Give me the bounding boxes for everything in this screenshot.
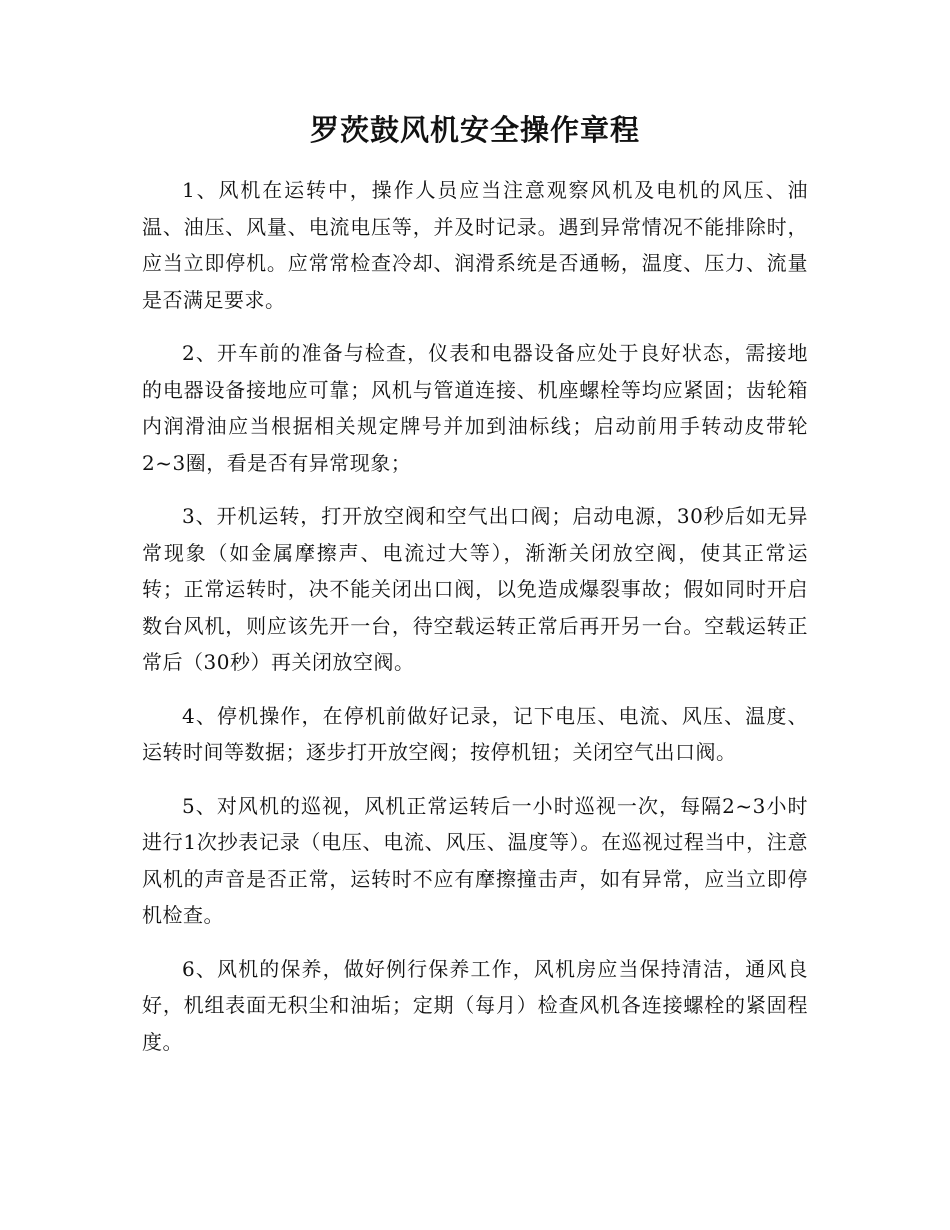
paragraph-6: 6、风机的保养，做好例行保养工作，风机房应当保持清洁，通风良好，机组表面无积尘和油垢；定期（每月）检查风机各连接螺栓的紧固程度。 bbox=[142, 956, 808, 1054]
paragraph-5: 5、对风机的巡视，风机正常运转后一小时巡视一次，每隔2~3小时进行1次抄表记录（电压、电流、风压、温度等）。在巡视过程当中，注意风机的声音是否正常，运转时不应有摩擦撞击声，如有异常，应当立即停机检查。 bbox=[142, 793, 808, 927]
paragraph-1: 1、风机在运转中，操作人员应当注意观察风机及电机的风压、油温、油压、风量、电流电压等，并及时记录。遇到异常情况不能排除时，应当立即停机。应常常检查冷却、润滑系统是否通畅，温度、压力、流量是否满足要求。 bbox=[142, 178, 808, 312]
paragraph-4: 4、停机操作，在停机前做好记录，记下电压、电流、风压、温度、运转时间等数据；逐步打开放空阀；按停机钮；关闭空气出口阀。 bbox=[142, 703, 808, 764]
paragraph-3: 3、开机运转，打开放空阀和空气出口阀；启动电源，30秒后如无异常现象（如金属摩擦声、电流过大等），渐渐关闭放空阀，使其正常运转；正常运转时，决不能关闭出口阀，以免造成爆裂事故；假如同时开启数台风机，则应该先开一台，待空载运转正常后再开另一台。空载运转正常后（30秒）再关闭放空阀。 bbox=[142, 504, 808, 674]
document-title: 罗茨鼓风机安全操作章程 bbox=[309, 113, 640, 147]
paragraph-2: 2、开车前的准备与检查，仪表和电器设备应处于良好状态，需接地的电器设备接地应可靠；风机与管道连接、机座螺栓等均应紧固；齿轮箱内润滑油应当根据相关规定牌号并加到油标线；启动前用手转动皮带轮2~3圈，看是否有异常现象； bbox=[142, 341, 808, 475]
